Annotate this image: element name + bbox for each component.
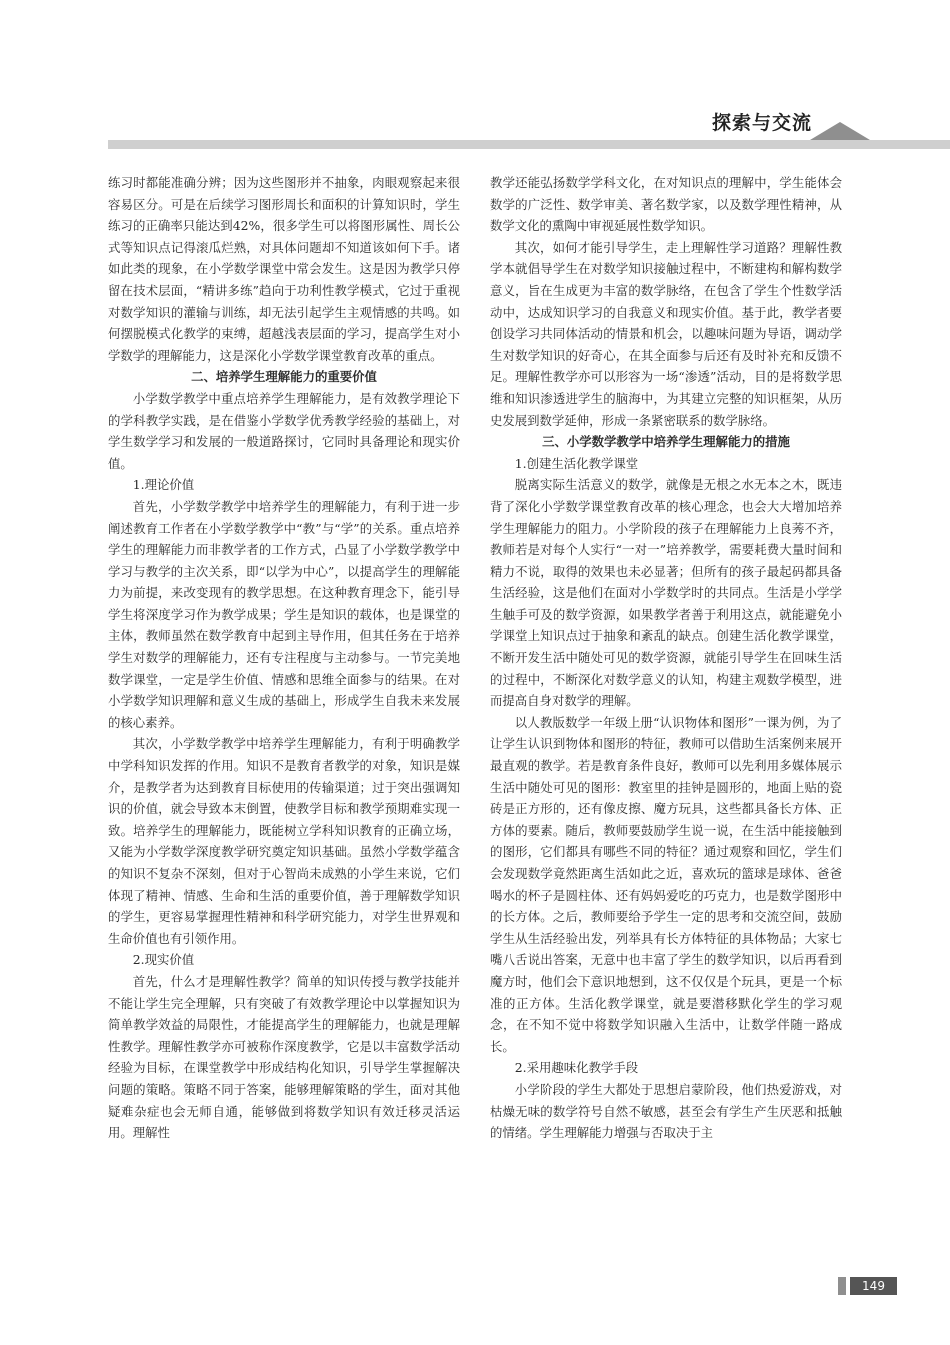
right-column [490,172,842,1144]
subsection-heading: 1.理论价值 [132,477,195,493]
left-column [108,172,460,1144]
paragraph: 首先，小学数学教学中培养学生的理解能力，有利于进一步阐述教育工作者在小学数学教学中“教”与“学”的关系。重点培养学生的理解能力而非教学者的工作方式，凸显了小学数学教学中学习与教学的主次关系，即“以学为中心”，以提高学生的理解能力为前提，来改变现有的教学思想。在这种教育理念下，能引导学生将深度学习作为教学成果；学生是知识的载体，也是课堂的主体，教师虽然在数学教育中起到主导作用，但其任务在于培养学生对数学的理解能力，还有专注程度与主动参与。一节完美地数学课堂，一定是学生价值、情感和思维全面参与的结果。在对小学数学知识理解和意义生成的基础上，形成学生自我未来发展的核心素养。 [108,498,460,730]
header-triangle-decoration [810,122,870,140]
paragraph: 练习时都能准确分辨；因为这些图形并不抽象，肉眼观察起来很容易区分。可是在后续学习图形周长和面积的计算知识时，学生练习的正确率只能达到42%，很多学生可以将图形属性、周长公式等知识点记得滚瓜烂熟，对具体问题却不知道该如何下手。诸如此类的现象，在小学数学课堂中常会发生。这是因为教学只停留在技术层面，“精讲多练”趋向于功利性教学模式，它过于重视对数学知识的灌输与训练，却无法引起学生主观情感的共鸣。如何摆脱模式化教学的束缚，超越浅表层面的学习，提高学生对小学数学的理解能力，这是深化小学数学课堂教育改革的重点。 [108,175,460,363]
section-heading: 三、小学数学教学中培养学生理解能力的措施 [542,434,790,450]
subsection-heading: 1.创建生活化教学课堂 [514,455,639,471]
paragraph: 首先，什么才是理解性教学？简单的知识传授与教学技能并不能让学生完全理解，只有突破了有效教学理论中以掌握知识为简单教学效益的局限性，才能提高学生的理解能力，也就是理解性教学。理解性教学亦可被称作深度教学，它是以丰富数学活动经验为目标，在课堂教学中形成结构化知识，引导学生掌握解决问题的策略。策略不同于答案，能够理解策略的学生，面对其他疑难杂症也会无师自通，能够做到将数学知识有效迁移灵活运用。理解性 [108,973,460,1141]
section-heading: 二、培养学生理解能力的重要价值 [191,369,377,385]
subsection-heading: 2.现实价值 [132,952,195,968]
header-rule [108,140,950,149]
page-number-bar [838,1277,846,1295]
section-title: 探索与交流 [711,112,812,134]
paragraph: 教学还能弘扬数学学科文化，在对知识点的理解中，学生能体会数学的广泛性、数学审美、著名数学家，以及数学理性精神，从数学文化的熏陶中审视延展性数学知识。 [490,175,842,234]
paragraph: 其次，小学数学教学中培养学生理解能力，有利于明确教学中学科知识发挥的作用。知识不是教育者教学的对象，知识是媒介，是教学者为达到教育目标使用的传输渠道；过于突出强调知识的价值，就会导致本末倒置，使教学目标和教学预期难实现一致。培养学生的理解能力，既能树立学科知识教育的正确立场，又能为小学数学深度教学研究奠定知识基础。虽然小学数学蕴含的知识不复杂不深刻，但对于心智尚未成熟的小学生来说，它们体现了精神、情感、生命和生活的重要价值，善于理解数学知识的学生，更容易掌握理性精神和科学研究能力，对学生世界观和生命价值也有引领作用。 [108,736,460,946]
paragraph: 小学数学教学中重点培养学生理解能力，是有效教学理论下的学科教学实践，是在借鉴小学数学优秀教学经验的基础上，对学生数学学习和发展的一般道路探讨，它同时具备理论和现实价值。 [108,390,460,471]
paragraph: 以人教版数学一年级上册“认识物体和图形”一课为例，为了让学生认识到物体和图形的特征，教师可以借助生活案例来展开最直观的教学。若是教育条件良好，教师可以先利用多媒体展示生活中随处可见的图形：教室里的挂钟是圆形的，地面上贴的瓷砖是正方形的，还有像皮擦、魔方玩具，这些都具备长方体、正方体的要素。随后，教师要鼓励学生说一说，在生活中能接触到的图形，它们都具有哪些不同的特征？通过观察和回忆，学生们会发现数学竟然距离生活如此之近，喜欢玩的篮球是球体、爸爸喝水的杯子是圆柱体、还有妈妈爱吃的巧克力，也是数学图形中的长方体。之后，教师要给予学生一定的思考和交流空间，鼓励学生从生活经验出发，列举具有长方体特征的具体物品；大家七嘴八舌说出答案，无意中也丰富了学生的数学知识，以后再看到魔方时，他们会下意识地想到，这不仅仅是个玩具，更是一个标准的正方体。生活化教学课堂，就是要潜移默化学生的学习观念，在不知不觉中将数学知识融入生活中，让数学伴随一路成长。 [490,714,842,1054]
page-number: 149 [850,1277,897,1295]
paragraph: 其次，如何才能引导学生，走上理解性学习道路？理解性教学本就倡导学生在对数学知识接触过程中，不断建构和解构数学意义，旨在生成更为丰富的数学脉络，在包含了学生个性数学活动中，达成知识学习的自我意义和现实价值。基于此，教学者要创设学习共同体活动的情景和机会，以趣味问题为导语，调动学生对数学知识的好奇心，在其全面参与后还有及时补充和反馈不足。理解性教学亦可以形容为一场“渗透”活动，目的是将数学思维和知识渗透进学生的脑海中，为其建立完整的知识框架，从历史发展到数学延伸，形成一条紧密联系的数学脉络。 [490,239,842,428]
paragraph: 小学阶段的学生大都处于思想启蒙阶段，他们热爱游戏，对枯燥无味的数学符号自然不敏感，甚至会有学生产生厌恶和抵触的情绪。学生理解能力增强与否取决于主 [490,1081,842,1141]
page-number-box [838,1277,897,1295]
subsection-heading: 2.采用趣味化教学手段 [514,1060,639,1076]
paragraph: 脱离实际生活意义的数学，就像是无根之水无本之木，既违背了深化小学数学课堂教育改革的核心理念，也会大大增加培养学生理解能力的阻力。小学阶段的孩子在理解能力上良莠不齐，教师若是对每个人实行“一对一”培养教学，需要耗费大量时间和精力不说，取得的效果也未必显著；但所有的孩子最起码都具备生活经验，这是他们在面对小学数学时的共同点。生活是小学学生触手可及的数学资源，如果教学者善于利用这点，就能避免小学课堂上知识点过于抽象和紊乱的缺点。创建生活化教学课堂，不断开发生活中随处可见的数学资源，就能引导学生在回味生活的过程中，不断深化对数学意义的认知，构建主观数学模型，进而提高自身对数学的理解。 [490,477,842,709]
